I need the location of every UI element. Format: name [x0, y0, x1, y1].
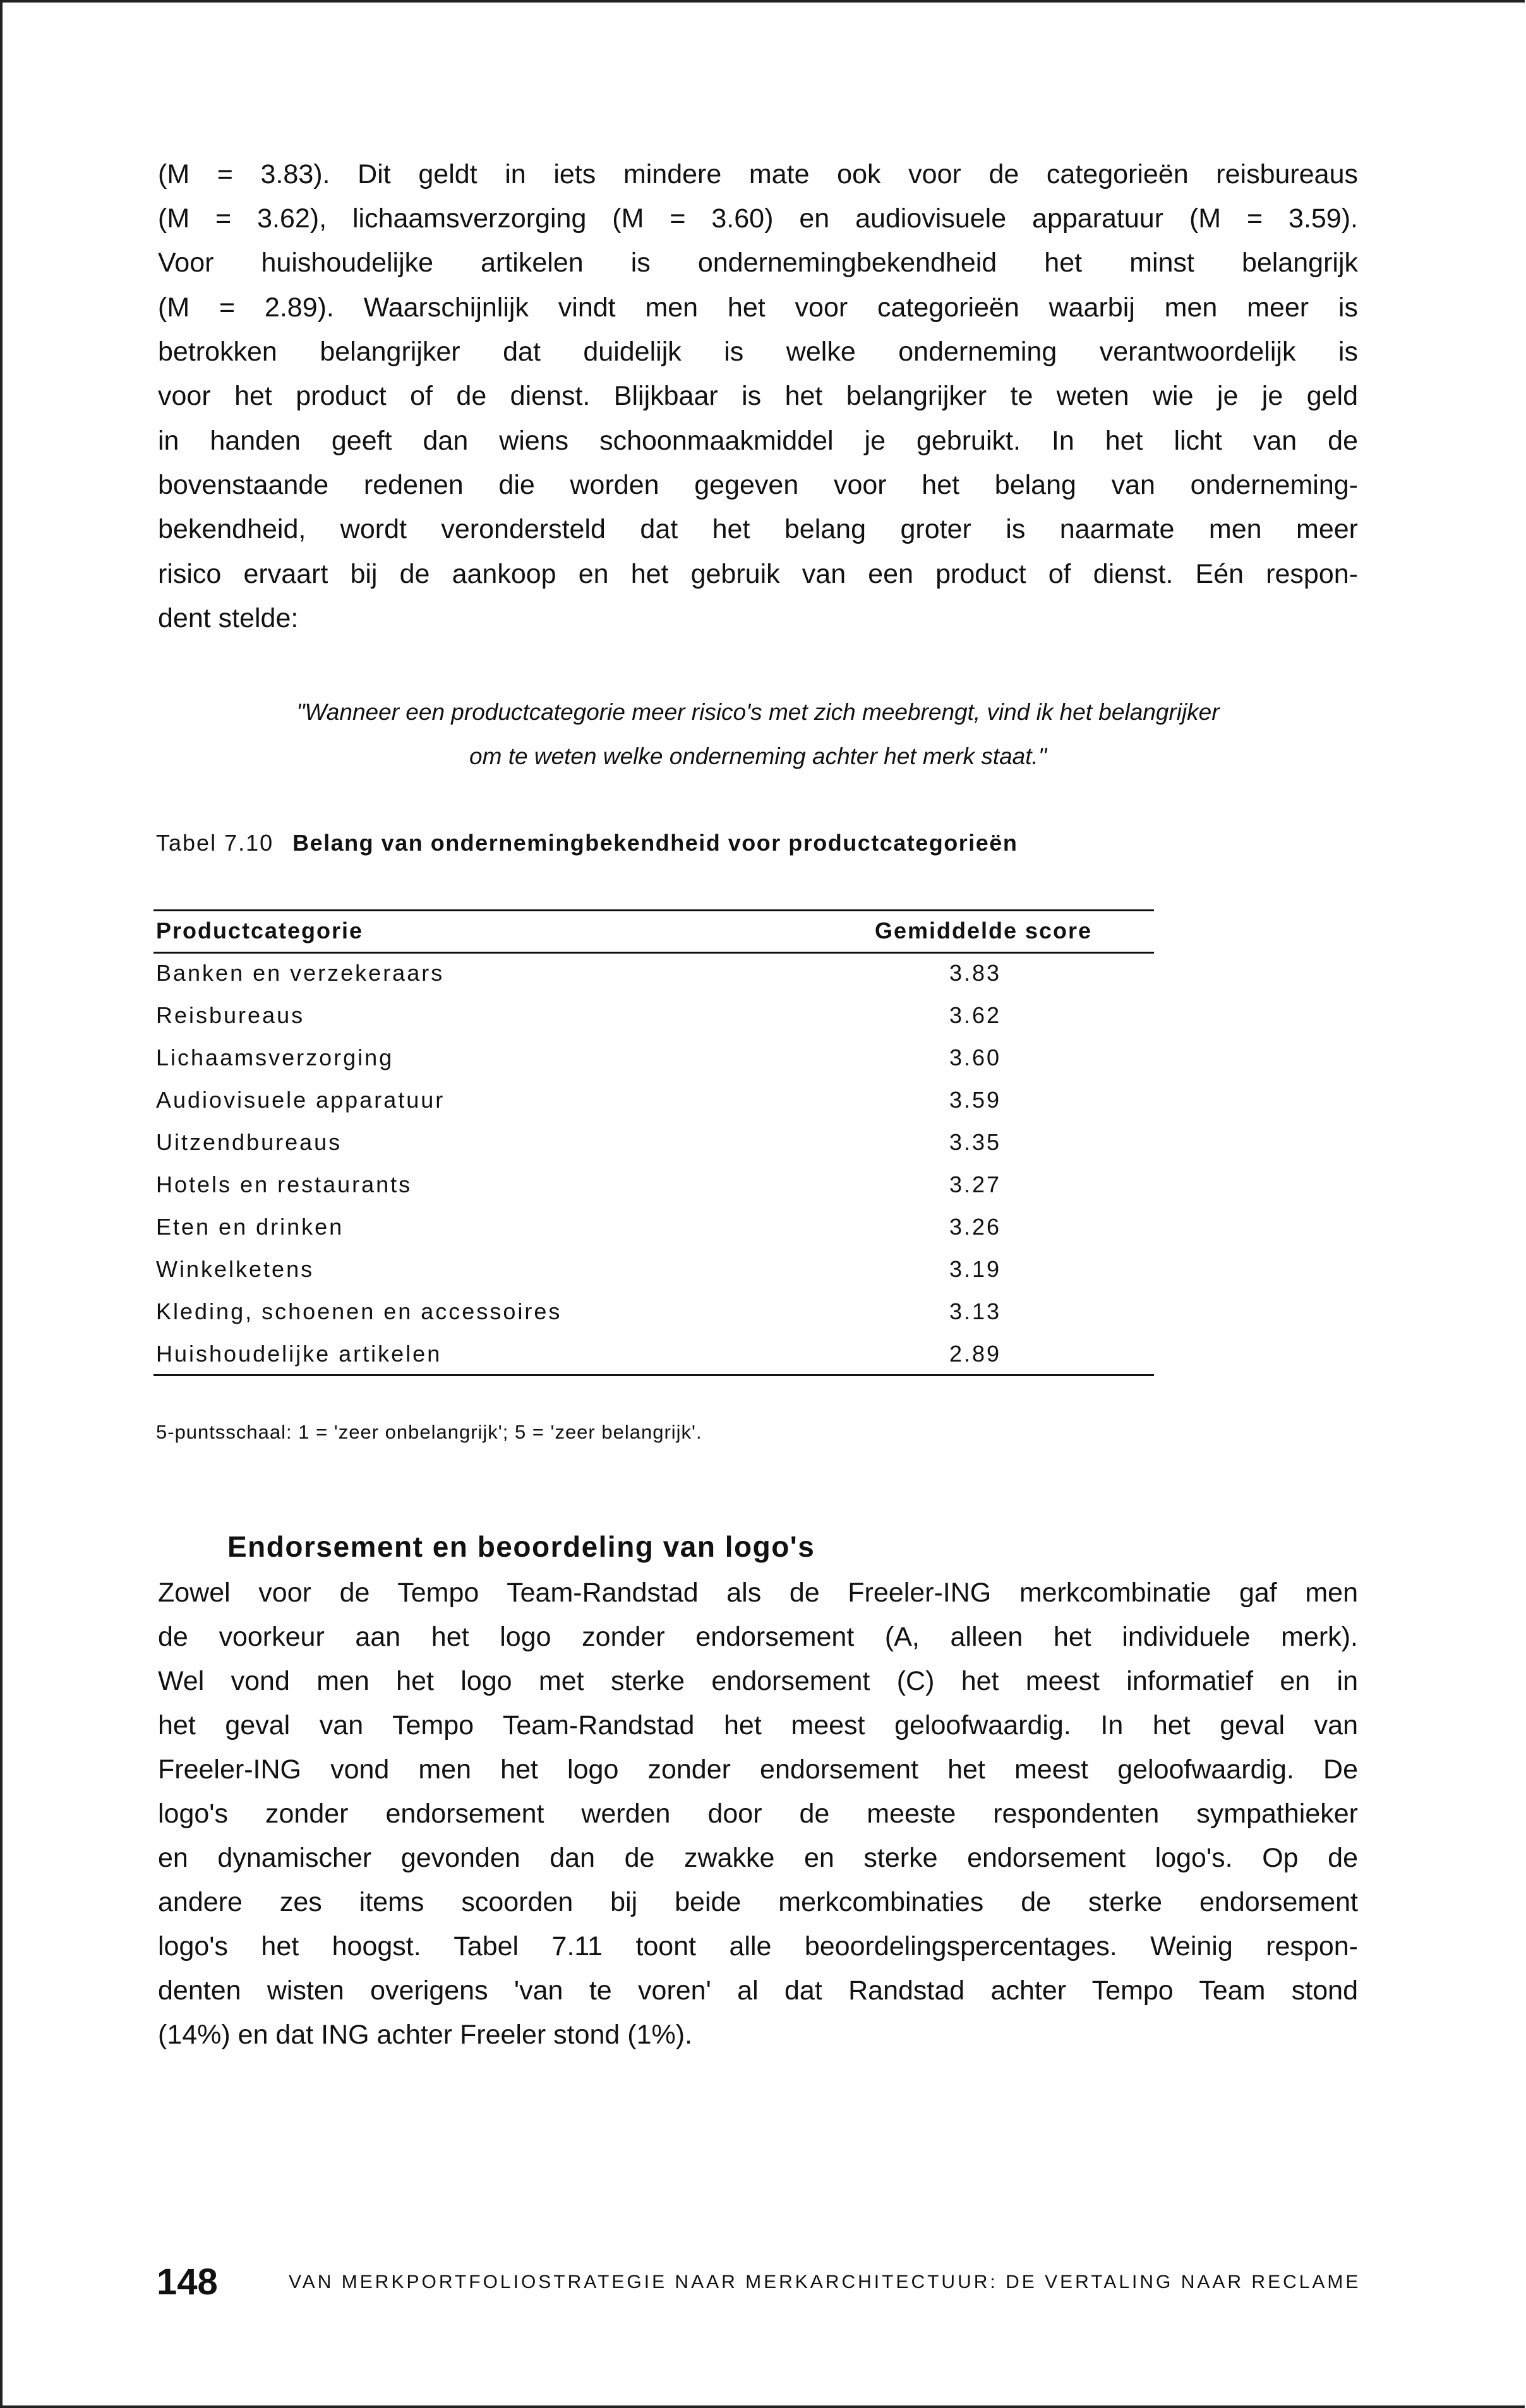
column-header: Gemiddelde score: [874, 918, 1093, 943]
score-cell: 3.13: [949, 1298, 1002, 1324]
quote-line: om te weten welke onderneming achter het merk staat.": [469, 743, 1047, 769]
quote-line: "Wanneer een productcategorie meer risico's met zich meebrengt, vind ik het belangrijker: [296, 699, 1220, 725]
table-caption: [156, 830, 1018, 856]
score-cell: 3.62: [949, 1002, 1002, 1028]
text-line: bovenstaande redenen die worden gegeven voor het belang van onderneming-: [158, 470, 1358, 500]
category-cell: Kleding, schoenen en accessoires: [156, 1298, 562, 1324]
text-line: dent stelde:: [158, 603, 299, 633]
score-cell: 3.19: [949, 1256, 1002, 1282]
table-top-rule: [153, 909, 1154, 911]
text-line: logo's zonder endorsement werden door de meeste respondenten sympathieker: [158, 1799, 1358, 1829]
text-line: en dynamischer gevonden dan de zwakke en sterke endorsement logo's. Op de: [158, 1843, 1358, 1873]
text-line: logo's het hoogst. Tabel 7.11 toont alle beoordelingspercentages. Weinig respon-: [158, 1931, 1358, 1962]
category-cell: Winkelketens: [156, 1256, 315, 1282]
category-cell: Uitzendbureaus: [156, 1129, 342, 1155]
score-cell: 3.83: [949, 960, 1002, 986]
page-number: 148: [157, 2261, 218, 2303]
running-title: VAN MERKPORTFOLIOSTRATEGIE NAAR MERKARCHITECTUUR: DE VERTALING NAAR RECLAME: [289, 2272, 1361, 2292]
text-line: Voor huishoudelijke artikelen is ondernemingbekendheid het minst belangrijk: [158, 248, 1358, 278]
text-line: Wel vond men het logo met sterke endorsement (C) het meest informatief en in: [158, 1666, 1358, 1696]
text-line: bekendheid, wordt verondersteld dat het belang groter is naarmate men meer: [158, 514, 1358, 544]
score-cell: 3.26: [949, 1214, 1002, 1240]
category-cell: Banken en verzekeraars: [156, 960, 445, 986]
table-note: 5-puntsschaal: 1 = 'zeer onbelangrijk'; 5 = 'zeer belangrijk'.: [156, 1421, 702, 1443]
table-label: Tabel 7.10: [156, 830, 274, 856]
score-cell: 3.27: [949, 1171, 1002, 1197]
text-line: andere zes items scoorden bij beide merkcombinaties de sterke endorsement: [158, 1887, 1358, 1917]
category-cell: Lichaamsverzorging: [156, 1045, 394, 1070]
score-cell: 3.60: [949, 1045, 1002, 1070]
text-line: het geval van Tempo Team-Randstad het meest geloofwaardig. In het geval van: [158, 1710, 1358, 1740]
table-bottom-rule: [153, 1374, 1154, 1376]
category-cell: Huishoudelijke artikelen: [156, 1341, 442, 1367]
text-line: in handen geeft dan wiens schoonmaakmiddel je gebruikt. In het licht van de: [158, 426, 1358, 456]
text-line: (M = 3.83). Dit geldt in iets mindere mate ook voor de categorieën reisbureaus: [158, 159, 1358, 189]
text-line: Freeler-ING vond men het logo zonder endorsement het meest geloofwaardig. De: [158, 1754, 1358, 1785]
text-line: denten wisten overigens 'van te voren' al dat Randstad achter Tempo Team stond: [158, 1975, 1358, 2006]
text-line: (M = 3.62), lichaamsverzorging (M = 3.60) en audiovisuele apparatuur (M = 3.59).: [158, 203, 1358, 234]
table-title: Belang van ondernemingbekendheid voor productcategorieën: [292, 830, 1018, 856]
section-heading: Endorsement en beoordeling van logo's: [227, 1530, 815, 1563]
category-cell: Audiovisuele apparatuur: [156, 1087, 445, 1113]
text-line: (M = 2.89). Waarschijnlijk vindt men het voor categorieën waarbij men meer is: [158, 292, 1358, 323]
category-cell: Hotels en restaurants: [156, 1171, 412, 1197]
text-line: de voorkeur aan het logo zonder endorsement (A, alleen het individuele merk).: [158, 1622, 1358, 1652]
score-cell: 2.89: [949, 1341, 1002, 1367]
text-line: risico ervaart bij de aankoop en het gebruik van een product of dienst. Eén respon-: [158, 559, 1358, 589]
score-cell: 3.59: [949, 1087, 1002, 1113]
column-header: Productcategorie: [156, 918, 364, 943]
category-cell: Reisbureaus: [156, 1002, 305, 1028]
text-line: (14%) en dat ING achter Freeler stond (1%).: [158, 2020, 693, 2050]
score-cell: 3.35: [949, 1129, 1002, 1155]
text-line: voor het product of de dienst. Blijkbaar is het belangrijker te weten wie je je geld: [158, 381, 1358, 411]
text-line: betrokken belangrijker dat duidelijk is welke onderneming verantwoordelijk is: [158, 337, 1358, 367]
category-cell: Eten en drinken: [156, 1214, 344, 1240]
table-header-rule: [153, 952, 1154, 954]
text-line: Zowel voor de Tempo Team-Randstad als de Freeler-ING merkcombinatie gaf men: [158, 1578, 1358, 1608]
